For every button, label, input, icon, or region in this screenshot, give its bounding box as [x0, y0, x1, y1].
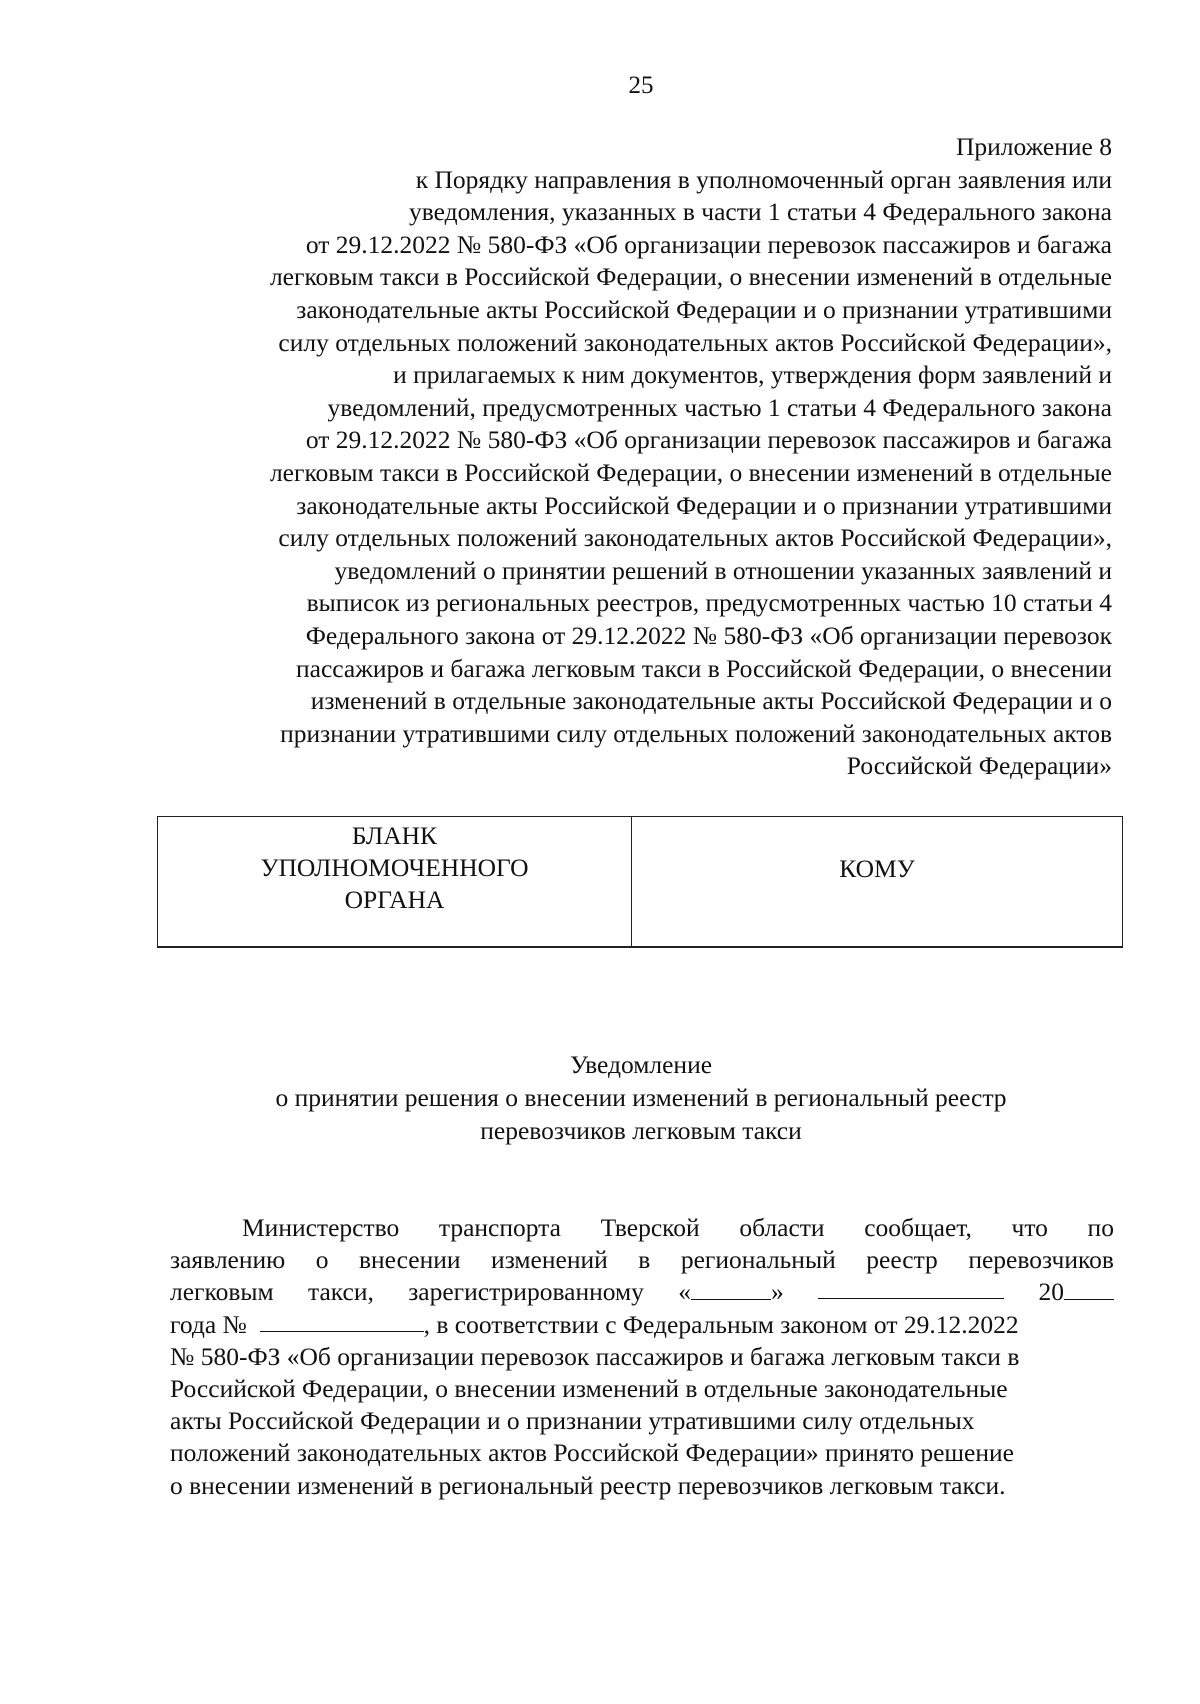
appendix-line: уведомлений о принятии решений в отношении указанных заявлений и: [334, 555, 1112, 585]
appendix-line: Российской Федерации»: [846, 751, 1112, 781]
appendix-caption: [152, 131, 1112, 783]
body-line: Министерство транспорта Тверской области сообщает, что по: [242, 1213, 1114, 1242]
date-year-field[interactable]: 20: [1038, 1276, 1114, 1308]
day-blank[interactable]: [691, 1277, 771, 1300]
appendix-line: от 29.12.2022 № 580-ФЗ «Об организации перевозок пассажиров и багажа: [305, 229, 1112, 259]
recipient-cell: [632, 817, 1122, 946]
body-line: акты Российской Федерации и о признании утратившими силу отдельных: [170, 1406, 975, 1436]
month-blank[interactable]: [818, 1276, 1004, 1299]
notice-title-line: о принятии решения о внесении изменений в региональный реестр: [275, 1083, 1007, 1112]
appendix-line: признании утратившими силу отдельных положений законодательных актов: [280, 718, 1112, 748]
letterhead-line: УПОЛНОМОЧЕННОГО: [260, 853, 529, 882]
appendix-line: Федерального закона от 29.12.2022 № 580-ФЗ «Об организации перевозок: [305, 620, 1112, 650]
appendix-line: пассажиров и багажа легковым такси в Российской Федерации, о внесении: [296, 653, 1112, 683]
body-line: года № , в соответствии с Федеральным законом от 29.12.2022: [170, 1309, 1019, 1339]
body-line: легковым такси, зарегистрированному « » 20: [170, 1276, 1114, 1308]
notice-title: [0, 1048, 1200, 1147]
year-blank[interactable]: [1064, 1277, 1114, 1300]
appendix-line: уведомлений, предусмотренных частью 1 статьи 4 Федерального закона: [327, 392, 1112, 422]
appendix-line: к Порядку направления в уполномоченный орган заявления или: [415, 164, 1112, 194]
authority-letterhead-cell: [158, 817, 632, 946]
letterhead-line: ОРГАНА: [344, 885, 445, 914]
appendix-line: от 29.12.2022 № 580-ФЗ «Об организации перевозок пассажиров и багажа: [305, 425, 1112, 455]
notice-body: [170, 1212, 1114, 1502]
body-line: о внесении изменений в региональный реестр перевозчиков легковым такси.: [170, 1470, 1006, 1500]
appendix-line: изменений в отдельные законодательные акты Российской Федерации и о: [310, 686, 1112, 716]
body-line: Российской Федерации, о внесении изменений в отдельные законодательные: [170, 1374, 1008, 1404]
date-day-field[interactable]: « »: [678, 1277, 784, 1307]
recipient-label: КОМУ: [839, 854, 915, 883]
appendix-line: легковым такси в Российской Федерации, о внесении изменений в отдельные: [269, 457, 1112, 487]
appendix-line: легковым такси в Российской Федерации, о внесении изменений в отдельные: [269, 262, 1112, 292]
appendix-line: выписок из региональных реестров, предусмотренных частью 10 статьи 4: [306, 588, 1112, 618]
notice-title-line: перевозчиков легковым такси: [480, 1116, 802, 1145]
body-line: № 580-ФЗ «Об организации перевозок пассажиров и багажа легковым такси в: [170, 1341, 1020, 1371]
appendix-line: силу отдельных положений законодательных актов Российской Федерации»,: [278, 523, 1112, 553]
appendix-line: силу отдельных положений законодательных актов Российской Федерации»,: [278, 327, 1112, 357]
header-table: [157, 816, 1123, 948]
appendix-line: законодательные акты Российской Федерации и о признании утратившими: [296, 490, 1112, 520]
appendix-line: законодательные акты Российской Федерации и о признании утратившими: [296, 294, 1112, 324]
letterhead-line: БЛАНК: [351, 821, 438, 850]
appendix-line: уведомления, указанных в части 1 статьи 4 Федерального закона: [409, 197, 1112, 227]
body-line: заявлению о внесении изменений в региональный реестр перевозчиков: [170, 1245, 1114, 1275]
body-line: положений законодательных актов Российской Федерации» принято решение: [170, 1438, 1014, 1468]
notice-title-line: Уведомление: [569, 1050, 713, 1079]
registration-number-blank[interactable]: [260, 1309, 424, 1332]
appendix-line: и прилагаемых к ним документов, утверждения форм заявлений и: [393, 360, 1112, 390]
page-number: 25: [628, 72, 654, 99]
appendix-line: Приложение 8: [956, 132, 1112, 161]
